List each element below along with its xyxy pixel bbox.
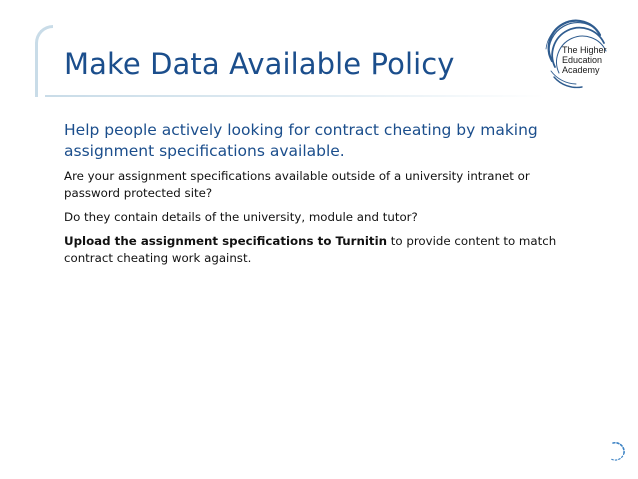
corner-swirl-icon — [605, 440, 627, 462]
logo-line-2: Education — [562, 55, 603, 65]
body-paragraph-details: Do they contain details of the university, module and tutor? — [64, 210, 418, 224]
title-underline-rule — [45, 95, 545, 97]
logo-line-1: The Higher — [562, 45, 607, 55]
logo-wordmark — [562, 45, 614, 75]
upload-instruction-bold: Upload the assignment specifications to Turnitin — [64, 234, 388, 248]
logo-line-3: Academy — [562, 65, 600, 75]
page-title: Make Data Available Policy — [64, 47, 455, 81]
hea-logo — [540, 17, 615, 92]
title-frame — [35, 25, 600, 95]
body-paragraph-upload — [64, 233, 584, 267]
title-bracket-decoration — [35, 25, 53, 97]
upload-instruction-rest: to provide content to match contract cheating work against. — [64, 234, 557, 265]
slide-subtitle: Help people actively looking for contract cheating by making assignment specifications available. — [64, 121, 538, 160]
slide-body — [64, 120, 584, 274]
body-paragraph-availability: Are your assignment specifications available outside of a university intranet or password protected site? — [64, 169, 530, 200]
